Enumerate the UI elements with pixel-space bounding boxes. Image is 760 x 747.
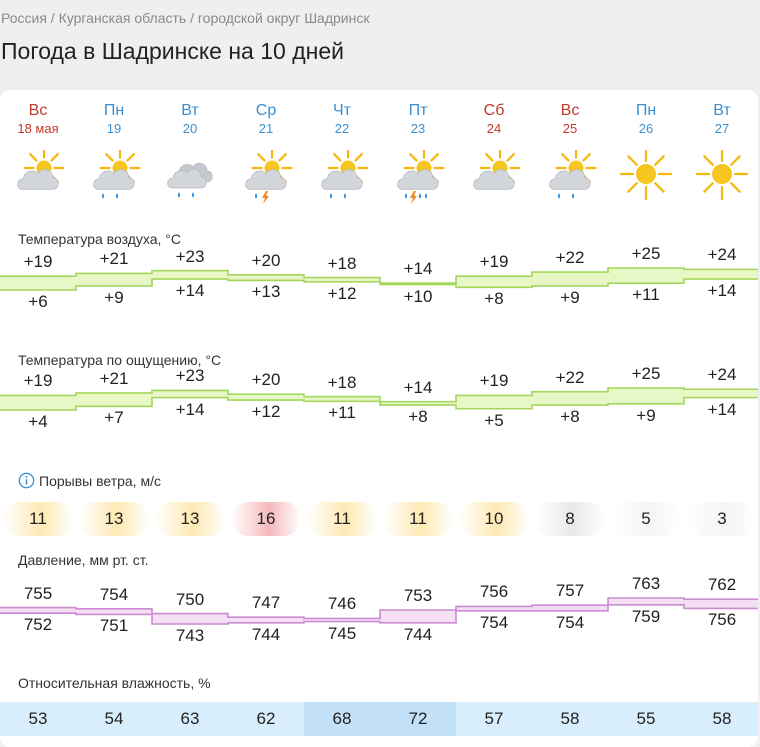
chart-band-segment [0, 395, 76, 410]
chart-band-segment [228, 275, 304, 281]
day-date: 23 [410, 121, 426, 136]
chart-band-segment [152, 614, 228, 624]
sun-cloud-icon [10, 150, 66, 206]
min-value: 754 [555, 612, 585, 632]
humidity-cell: 68 [304, 702, 380, 736]
max-value: +23 [175, 366, 205, 386]
day-header[interactable] [152, 102, 228, 137]
day-of-week: Пн [103, 102, 125, 119]
page-title: Погода в Шадринске на 10 дней [1, 38, 344, 64]
sun-cloud-rain-icon [314, 150, 370, 206]
max-value: +24 [707, 365, 737, 385]
wind-gust-cell: 11 [3, 502, 73, 536]
day-header[interactable] [228, 102, 304, 137]
humidity-cell: 55 [608, 702, 684, 736]
weather-icon-cell [152, 150, 228, 206]
min-value: +14 [175, 281, 205, 301]
min-value: +9 [636, 405, 656, 425]
max-value: +20 [251, 370, 281, 390]
min-value: +7 [104, 408, 124, 428]
chart-band-segment [76, 273, 152, 285]
max-value: 763 [631, 574, 661, 593]
wind-gust-cell: 8 [535, 502, 605, 536]
max-value: 746 [327, 594, 357, 614]
max-value: +21 [99, 249, 129, 269]
wind-gust-cell: 16 [231, 502, 301, 536]
max-value: +19 [479, 371, 509, 391]
chart-band-segment [76, 609, 152, 615]
max-value: +21 [99, 368, 129, 388]
max-value: 747 [251, 593, 281, 613]
day-date: 27 [714, 121, 730, 136]
chart-band-segment [532, 605, 608, 611]
max-value: +14 [403, 377, 433, 397]
max-value: +20 [251, 250, 281, 270]
chart-band-segment [456, 395, 532, 408]
wind-gust-cell: 11 [383, 502, 453, 536]
day-date: 20 [182, 121, 198, 136]
weather-icon-cell [608, 150, 684, 206]
min-value: +11 [328, 403, 356, 423]
chart-band-segment [152, 271, 228, 279]
min-value: +5 [484, 410, 504, 430]
max-value: 756 [479, 582, 509, 602]
min-value: +8 [560, 407, 580, 427]
max-value: +18 [327, 372, 357, 392]
max-value: +19 [479, 252, 509, 272]
min-value: +8 [484, 289, 504, 309]
chart-band-segment [532, 392, 608, 405]
min-value: 756 [707, 610, 737, 630]
day-header[interactable] [380, 102, 456, 137]
wind-gusts-label: Порывы ветра, м/с [39, 473, 161, 489]
max-value: +18 [327, 253, 357, 273]
wind-gust-cell: 13 [155, 502, 225, 536]
chart-band-segment [0, 608, 76, 614]
weather-icon-cell [456, 150, 532, 206]
day-header[interactable] [684, 102, 758, 137]
chart-band-segment [456, 276, 532, 287]
weather-icon-cell [684, 150, 758, 206]
day-of-week: Ср [255, 102, 277, 119]
day-header[interactable] [456, 102, 532, 137]
sun-cloud-rain-icon [542, 150, 598, 206]
chart-band-segment [684, 269, 758, 279]
breadcrumb[interactable]: Россия / Курганская область / городской округ Шадринск [1, 10, 370, 26]
day-date: 18 мая [17, 121, 59, 136]
wind-gust-cell: 11 [307, 502, 377, 536]
max-value: 762 [707, 575, 737, 595]
min-value: +4 [28, 412, 48, 431]
day-of-week: Пн [635, 102, 657, 119]
day-date: 21 [258, 121, 274, 136]
humidity-cell: 63 [152, 702, 228, 736]
min-value: 743 [175, 626, 205, 645]
max-value: +24 [707, 245, 737, 265]
chart-band-segment [76, 393, 152, 406]
day-header[interactable] [532, 102, 608, 137]
day-date: 25 [562, 121, 578, 136]
wind-gust-cell: 3 [687, 502, 757, 536]
day-header[interactable] [608, 102, 684, 137]
weather-icon-cell [76, 150, 152, 206]
cloud-rain-icon [162, 150, 218, 206]
min-value: 754 [479, 612, 509, 632]
humidity-cell: 58 [532, 702, 608, 736]
day-date: 22 [334, 121, 350, 136]
day-of-week: Вт [713, 102, 731, 119]
day-of-week: Вт [181, 102, 199, 119]
weather-icon-cell [532, 150, 608, 206]
chart-band-segment [0, 276, 76, 290]
day-date: 24 [486, 121, 502, 136]
min-value: +14 [707, 281, 737, 301]
min-value: +12 [327, 283, 357, 303]
day-header[interactable] [76, 102, 152, 137]
chart-band-segment [608, 598, 684, 605]
min-value: 759 [631, 606, 661, 626]
min-value: +13 [251, 282, 281, 302]
day-header[interactable] [304, 102, 380, 137]
weather-icon-cell [228, 150, 304, 206]
wind-gust-cell: 5 [611, 502, 681, 536]
max-value: 757 [555, 581, 585, 601]
min-value: +12 [251, 402, 281, 422]
day-of-week: Сб [483, 102, 505, 119]
chart-band-segment [532, 272, 608, 286]
sun-icon [694, 150, 750, 206]
sun-cloud-icon [466, 150, 522, 206]
min-value: 751 [99, 616, 129, 636]
humidity-cell: 58 [684, 702, 758, 736]
day-of-week: Пт [408, 102, 428, 119]
max-value: +22 [555, 367, 585, 387]
day-date: 26 [638, 121, 654, 136]
min-value: +14 [175, 399, 205, 419]
chart-band-segment [608, 268, 684, 283]
wind-gust-cell: 13 [79, 502, 149, 536]
humidity-cell: 53 [0, 702, 76, 736]
max-value: +19 [23, 371, 53, 391]
chart-band-segment [380, 610, 456, 623]
min-value: 745 [327, 623, 357, 643]
min-value: 744 [403, 624, 433, 644]
humidity-cell: 72 [380, 702, 456, 736]
sun-cloud-rain-icon [86, 150, 142, 206]
max-value: +23 [175, 246, 205, 266]
wind-gust-cell: 10 [459, 502, 529, 536]
humidity-cell: 57 [456, 702, 532, 736]
weather-icon-cell [0, 150, 76, 206]
day-header[interactable] [0, 102, 76, 137]
max-value: 755 [23, 583, 53, 603]
max-value: +19 [23, 252, 53, 272]
min-value: 744 [251, 624, 281, 644]
humidity-label: Относительная влажность, % [18, 675, 211, 691]
min-value: +9 [104, 287, 124, 307]
min-value: +8 [408, 407, 428, 427]
weather-icon-cell [304, 150, 380, 206]
sun-cloud-thunder-icon [238, 150, 294, 206]
min-value: 752 [23, 615, 53, 635]
sun-icon [618, 150, 674, 206]
min-value: +11 [632, 285, 660, 305]
forecast-card [0, 90, 758, 747]
max-value: 754 [99, 584, 129, 604]
chart-band-segment [228, 394, 304, 400]
info-icon[interactable] [18, 472, 35, 489]
day-date: 19 [106, 121, 122, 136]
pressure-label: Давление, мм рт. ст. [18, 552, 149, 568]
feels-temp-label: Температура по ощущению, °C [18, 352, 222, 368]
day-of-week: Чт [333, 102, 351, 119]
chart-band-segment [684, 599, 758, 608]
chart-band-segment [228, 617, 304, 623]
max-value: +25 [631, 244, 661, 263]
min-value: +6 [28, 292, 48, 311]
max-value: +14 [403, 259, 433, 279]
max-value: 753 [403, 586, 433, 605]
min-value: +9 [560, 287, 580, 307]
humidity-cell: 62 [228, 702, 304, 736]
day-of-week: Вс [560, 102, 580, 119]
chart-band-segment [608, 388, 684, 404]
min-value: +14 [707, 399, 737, 419]
sun-cloud-thunder-rain-icon [390, 150, 446, 206]
chart-band-segment [684, 389, 758, 397]
humidity-cell: 54 [76, 702, 152, 736]
air-temp-label: Температура воздуха, °C [18, 231, 181, 247]
weather-icon-cell [380, 150, 456, 206]
min-value: +10 [403, 286, 433, 306]
max-value: +25 [631, 364, 661, 383]
max-value: +22 [555, 248, 585, 268]
chart-band-segment [152, 390, 228, 397]
max-value: 750 [175, 589, 205, 609]
day-of-week: Вс [28, 102, 48, 119]
